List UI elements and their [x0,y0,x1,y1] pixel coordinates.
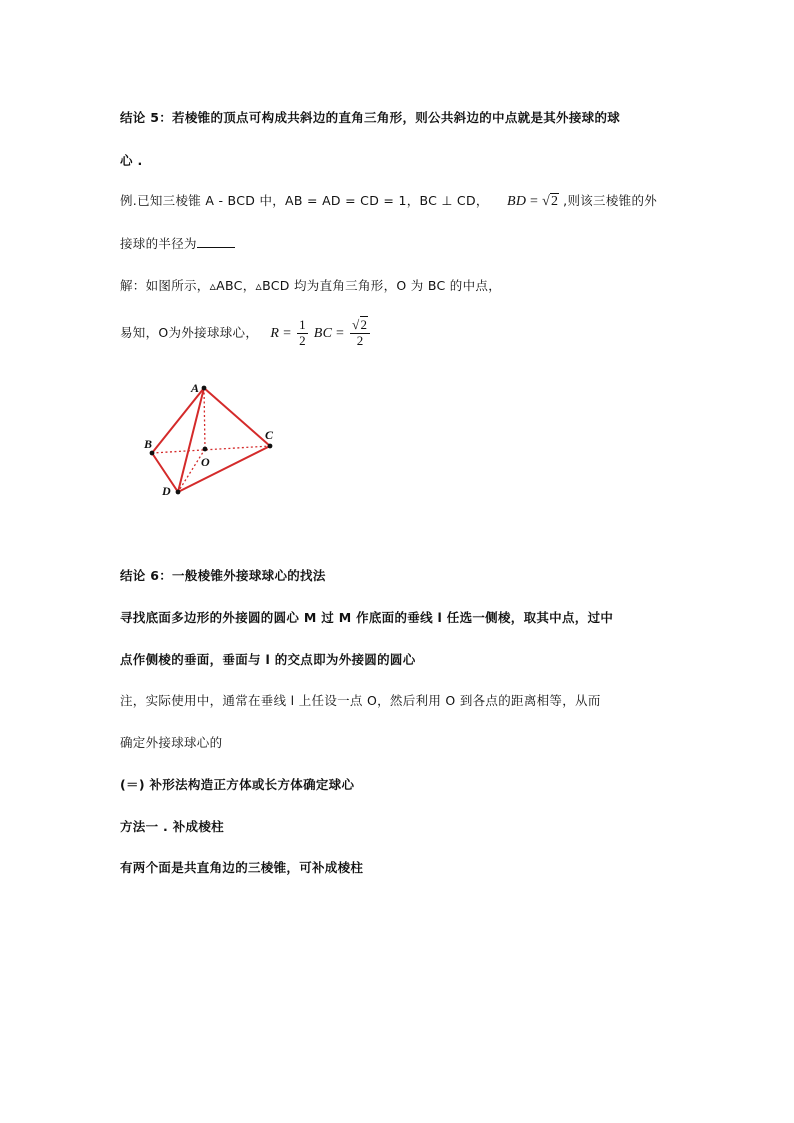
fraction-half-denominator: 2 [299,332,306,348]
bd-label: BD [506,194,527,209]
vertex-a [202,386,207,391]
label-c: C [265,428,274,442]
solution-prefix: 易知，O为外接球球心， [120,325,259,341]
numerator-radical: √ [352,317,360,332]
example-question: 接球的半径为 [120,236,197,251]
vertex-d [176,490,181,495]
solution-line2 [120,318,372,349]
label-d: D [162,484,171,498]
sqrt-two [542,194,559,210]
tetrahedron-figure [140,378,290,503]
conclusion6-body2: 点作侧棱的垂面，垂面与 l 的交点即为外接圆的圆心 [120,652,416,667]
fraction-sqrt2-denominator: 2 [356,332,364,348]
example-prefix: 例.已知三棱锥 A - BCD 中，AB = AD = CD = 1，BC ⊥ CD， [120,193,489,208]
segment-ao-hidden [204,388,205,449]
bc-equals: = [336,325,345,341]
label-o: O [201,455,210,469]
bd-equals: = [530,194,539,209]
conclusion6-note1: 注，实际使用中，通常在垂线 l 上任设一点 O，然后利用 O 到各点的距离相等，从而 [120,693,601,708]
conclusion5-line1: 结论 5：若棱锥的顶点可构成共斜边的直角三角形，则公共斜边的中点就是其外接球的球 [120,110,621,125]
example-line2 [120,234,235,252]
conclusion6-title: 结论 6：一般棱锥外接球球心的找法 [120,568,326,583]
fraction-half-numerator: 1 [299,317,306,332]
bc-label: BC [313,325,333,341]
fraction-sqrt2-over-2 [350,318,370,349]
point-o [203,447,208,452]
fraction-half [297,318,308,349]
label-b: B [144,437,153,451]
label-a: A [191,381,200,395]
vertex-c [268,444,273,449]
vertex-b [150,451,155,456]
example-line1 [120,191,657,210]
radius-formula [270,317,372,348]
r-label: R [270,325,280,341]
method1-description: 有两个面是共直角边的三棱锥，可补成棱柱 [120,860,364,875]
conclusion6-note2: 确定外接球球心的 [120,735,223,750]
solution-line1: 解：如图所示，▵ABC，▵BCD 均为直角三角形，O 为 BC 的中点， [120,278,502,293]
section2-title: (＝) 补形法构造正方体或长方体确定球心 [120,777,355,792]
method1-title: 方法一 . 补成棱柱 [120,819,224,834]
sqrt-radical: √ [542,194,551,209]
bd-expression [507,194,563,209]
numerator-argument: 2 [360,317,368,332]
sqrt-argument: 2 [551,194,559,209]
r-equals: = [283,325,292,341]
answer-blank [197,235,235,248]
conclusion5-line2: 心 . [120,153,143,168]
example-suffix: ,则该三棱锥的外 [563,193,658,208]
conclusion6-body1: 寻找底面多边形的外接圆的圆心 M 过 M 作底面的垂线 l 任选一侧棱，取其中点，过中 [120,610,614,625]
edge-ac [204,388,270,446]
fraction-sqrt2-numerator [350,318,370,334]
edge-bc-hidden [152,446,270,453]
